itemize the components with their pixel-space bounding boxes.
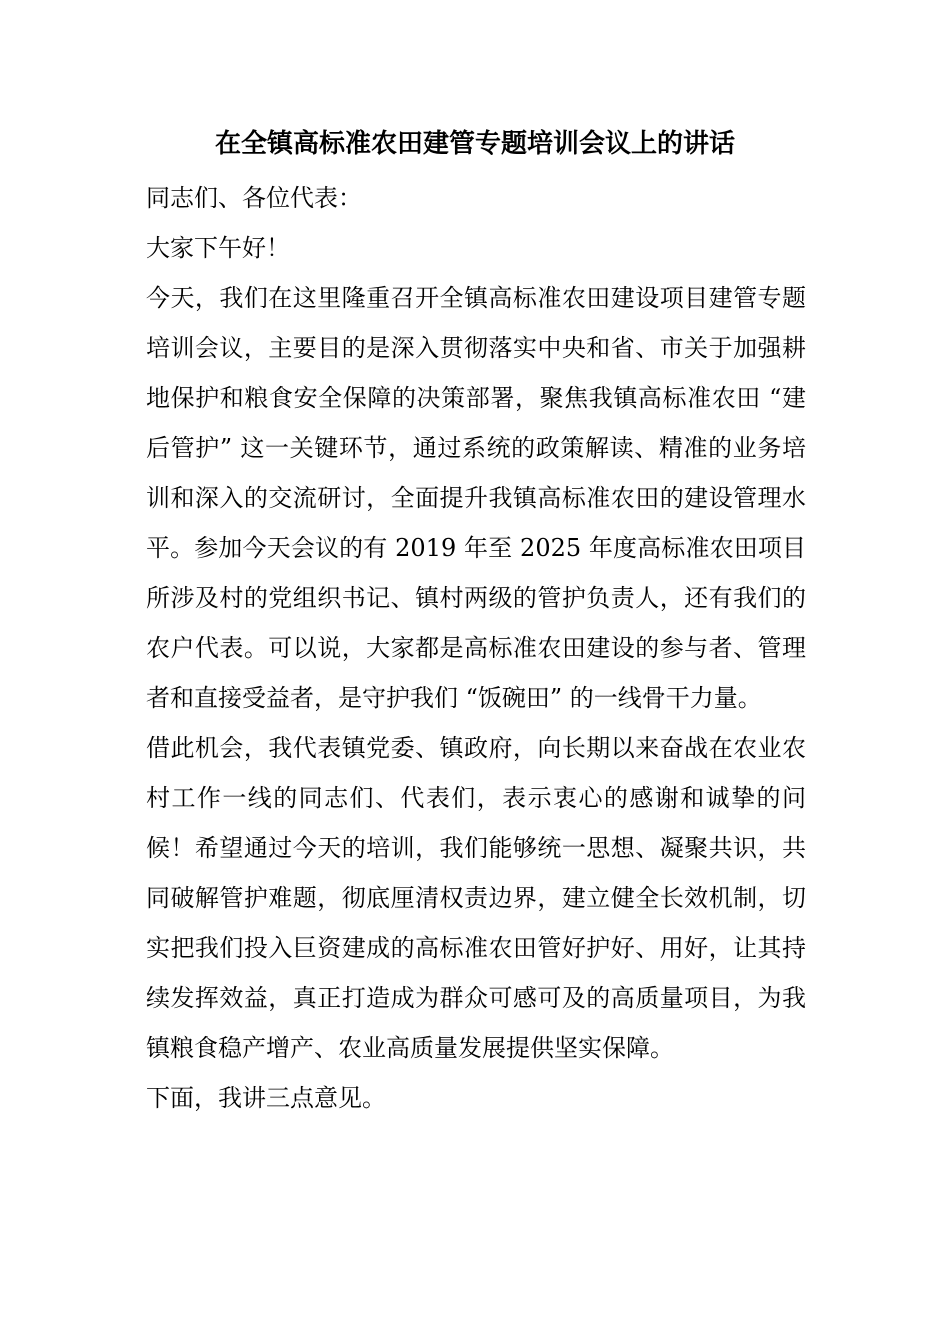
paragraph: 今天，我们在这里隆重召开全镇高标准农田建设项目建管专题培训会议，主要目的是深入贯彻落实中央和省、市关于加强耕地保护和粮食安全保障的决策部署，聚焦我镇高标准农田 “建后管护” 这一关键环节，通过系统的政策解读、精准的业务培训和深入的交流研讨，全面提升我镇高标准农田的建设管理水平。参加今天会议的有 2019 年至 2025 年度高标准农田项目所涉及村的党组织书记、镇村两级的管护负责人，还有我们的农户代表。可以说，大家都是高标准农田建设的参与者、管理者和直接受益者，是守护我们 “饭碗田” 的一线骨干力量。 (146, 284, 806, 712)
greeting: 大家下午好！ (146, 234, 290, 262)
document-title: 在全镇高标准农田建管专题培训会议上的讲话 (214, 129, 735, 159)
paragraph: 下面，我讲三点意见。 (146, 1084, 386, 1112)
document-body (146, 173, 806, 1123)
paragraph: 借此机会，我代表镇党委、镇政府，向长期以来奋战在农业农村工作一线的同志们、代表们，表示衷心的感谢和诚挚的问候！希望通过今天的培训，我们能够统一思想、凝聚共识，共同破解管护难题，彻底厘清权责边界，建立健全长效机制，切实把我们投入巨资建成的高标准农田管好护好、用好，让其持续发挥效益，真正打造成为群众可感可及的高质量项目，为我镇粮食稳产增产、农业高质量发展提供坚实保障。 (146, 734, 806, 1062)
salutation: 同志们、各位代表： (146, 184, 362, 212)
